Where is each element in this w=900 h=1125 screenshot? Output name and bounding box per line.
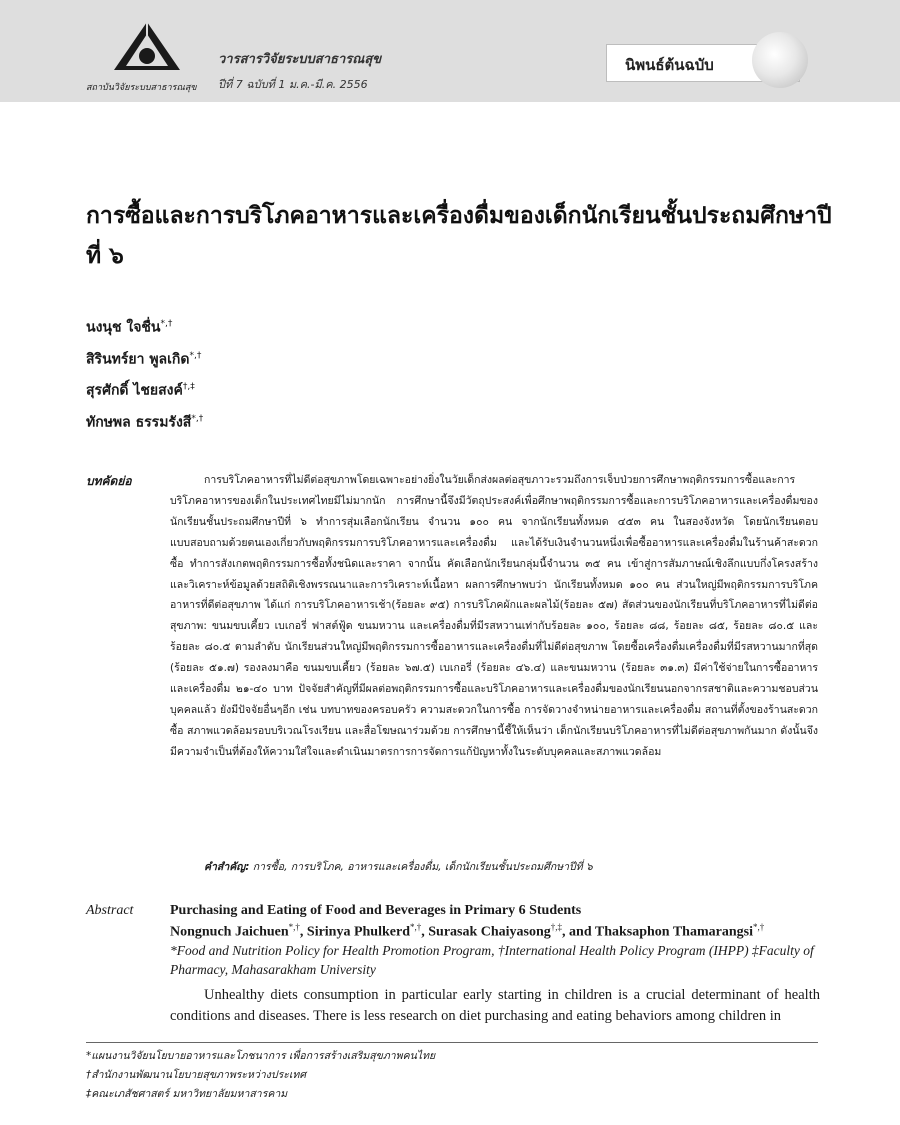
author-2: สิรินทร์ยา พูลเกิด*,†	[86, 350, 202, 368]
decorative-orb	[752, 32, 808, 88]
article-type-label: นิพนธ์ต้นฉบับ	[625, 56, 714, 74]
footnote-2: †สำนักงานพัฒนานโยบายสุขภาพระหว่างประเทศ	[86, 1069, 307, 1081]
keywords-text: การซื้อ, การบริโภค, อาหารและเครื่องดื่ม, เด็กนักเรียนชั้นประถมศึกษาปีที่ ๖	[252, 861, 593, 873]
footnote-1: *แผนงานวิจัยนโยบายอาหารและโภชนาการ เพื่อการสร้างเสริมสุขภาพคนไทย	[86, 1050, 436, 1062]
author-list	[86, 310, 203, 437]
english-author-list: Nongnuch Jaichuen*,†, Sirinya Phulkerd*,†, Surasak Chaiyasong†,‡, and Thaksaphon Thamarangsi*,†	[170, 922, 765, 940]
footnote-3: ‡คณะเภสัชศาสตร์ มหาวิทยาลัยมหาสารคาม	[86, 1088, 288, 1100]
journal-issue: ปีที่ 7 ฉบับที่ 1 ม.ค.-มี.ค. 2556	[218, 78, 368, 91]
institute-logo	[112, 20, 182, 76]
english-abstract-body: Unhealthy diets consumption in particular early starting in children is a crucial determinant of health conditions and diseases. There is less research on diet purchasing and eating behaviors among children in	[170, 987, 820, 1024]
author-3: สุรศักดิ์ ไชยสงค์†,‡	[86, 382, 195, 399]
thai-keywords	[204, 858, 593, 875]
english-title: Purchasing and Eating of Food and Beverages in Primary 6 Students	[170, 903, 582, 918]
keywords-label: คำสำคัญ:	[204, 861, 250, 873]
author-4: ทักษพล ธรรมรังสี*,†	[86, 413, 204, 431]
logo-caption: สถาบันวิจัยระบบสาธารณสุข	[86, 83, 197, 93]
author-1: นงนุช ใจชื่น*,†	[86, 319, 173, 336]
footnote-divider	[86, 1042, 818, 1043]
journal-header	[0, 0, 900, 102]
english-abstract-label: Abstract	[86, 903, 134, 918]
thai-abstract-label: บทคัดย่อ	[86, 474, 132, 488]
english-affiliations: *Food and Nutrition Policy for Health Promotion Program, †International Health Policy Program (IHPP) ‡Faculty of Pharmacy, Mahasarakham University	[170, 943, 814, 977]
journal-name: วารสารวิจัยระบบสาธารณสุข	[218, 52, 382, 67]
thai-abstract-text: การบริโภคอาหารที่ไม่ดีต่อสุขภาพโดยเฉพาะอย่างยิ่งในวัยเด็กส่งผลต่อสุขภาวะรวมถึงการเจ็บป่วยการศึกษาพฤติกรรมการซื้อและการบริโภคอาหารของเด็กในประเทศไทยมีไม่มากนัก การศึกษานี้จึงมีวัตถุประสงค์เพื่อศึกษาพฤติกรรมการซื้อและการบริโภคอาหารและเครื่องดื่มของนักเรียนชั้นประถมศึกษาปีที่ ๖ ทำการสุ่มเลือกนักเรียน จำนวน ๑๐๐ คน จากนักเรียนทั้งหมด ๔๕๓ คน ในสองจังหวัด โดยนักเรียนตอบแบบสอบถามด้วยตนเองเกี่ยวกับพฤติกรรมการบริโภคอาหารและเครื่องดื่ม และได้รับเงินจำนวนหนึ่งเพื่อซื้ออาหารและเครื่องดื่มในร้านค้าสะดวกซื้อ ทำการสังเกตพฤติกรรมการซื้อทั้งชนิดและราคา จากนั้น คัดเลือกนักเรียนกลุ่มนี้จำนวน ๓๕ คน เข้าสู่การสัมภาษณ์เชิงลึกแบบกึ่งโครงสร้างและวิเคราะห์ข้อมูลด้วยสถิติเชิงพรรณนาและการวิเคราะห์เนื้อหา ผลการศึกษาพบว่า นักเรียนทั้งหมด ๑๐๐ คน ส่วนใหญ่มีพฤติกรรมการบริโภคอาหารที่ดีต่อสุขภาพ ได้แก่ การบริโภคอาหารเช้า(ร้อยละ ๙๕) การบริโภคผักและผลไม้(ร้อยละ ๕๗) สัดส่วนของนักเรียนที่บริโภคอาหารที่ไม่ดีต่อสุขภาพ: ขนมขบเคี้ยว เบเกอรี่ ฟาสต์ฟู้ด ขนมหวาน และเครื่องดื่มที่มีรสหวานเท่ากับร้อยละ ๑๐๐, ร้อยละ ๘๘, ร้อยละ ๘๕, ร้อยละ ๘๐.๕ และ ร้อยละ ๘๐.๕ ตามลำดับ นักเรียนส่วนใหญ่มีพฤติกรรมการซื้ออาหารและเครื่องดื่มที่ไม่ดีต่อสุขภาพ โดยซื้อเครื่องดื่มเครื่องดื่มที่มีรสหวานมากที่สุด (ร้อยละ ๕๑.๗) รองลงมาคือ ขนมขบเคี้ยว (ร้อยละ ๖๗.๕) เบเกอรี่ (ร้อยละ ๔๖.๔) และขนมหวาน (ร้อยละ ๓๑.๓) มีค่าใช้จ่ายในการซื้ออาหารและเครื่องดื่ม ๒๑-๔๐ บาท ปัจจัยสำคัญที่มีผลต่อพฤติกรรมการซื้อและบริโภคอาหารและเครื่องดื่มของนักเรียนนอกจากรสชาติและความชอบส่วนบุคคลแล้ว ยังมีปัจจัยอื่นๆอีก เช่น บทบาทของครอบครัว ความสะดวกในการซื้อ การจัดวางจำหน่ายอาหารและเครื่องดื่ม สถานที่ตั้งของร้านสะดวกซื้อ สภาพแวดล้อมรอบบริเวณโรงเรียน และสื่อโฆษณาร่วมด้วย การศึกษานี้ชี้ให้เห็นว่า เด็กนักเรียนบริโภคอาหารที่ไม่ดีต่อสุขภาพกันมาก ดังนั้นจึงมีความจำเป็นที่ต้องให้ความใส่ใจและดำเนินมาตรการการจัดการแก้ปัญหาทั้งในระดับบุคคลและสภาพแวดล้อม	[170, 474, 818, 758]
footnotes	[86, 1047, 435, 1104]
article-title: การซื้อและการบริโภคอาหารและเครื่องดื่มของเด็กนักเรียนชั้นประถมศึกษาปีที่ ๖	[86, 203, 832, 269]
